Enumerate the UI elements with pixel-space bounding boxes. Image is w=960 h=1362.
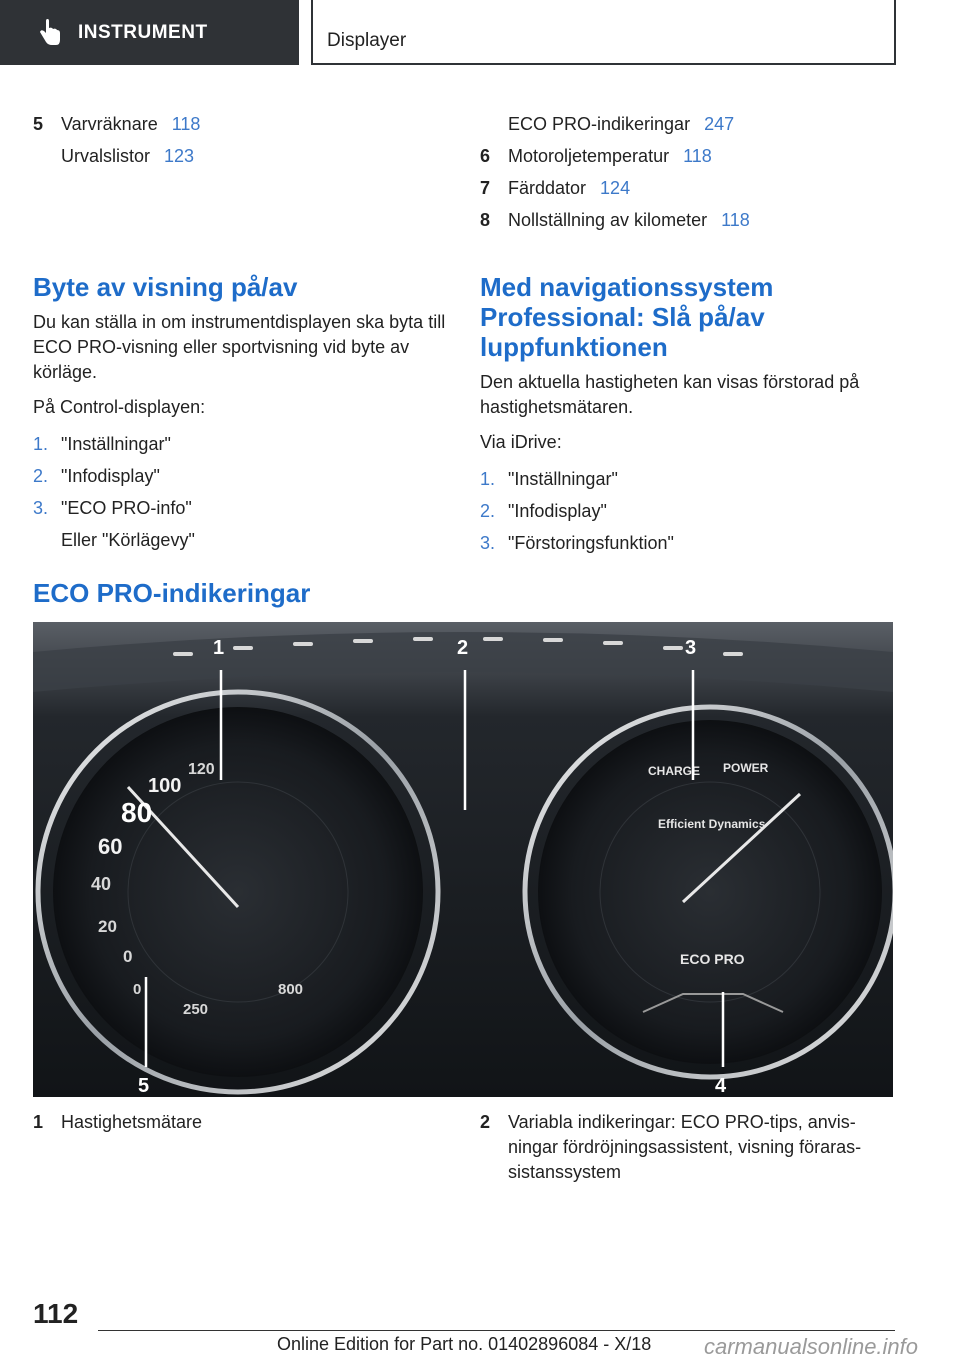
list-item: 3. "ECO PRO-info" bbox=[33, 498, 192, 518]
speed-tick-label: 20 bbox=[98, 917, 117, 936]
charge-label: CHARGE bbox=[648, 764, 701, 778]
section-display-toggle bbox=[33, 272, 451, 560]
list-item: ECO PRO-indikeringar 247 bbox=[508, 114, 735, 134]
list-item: 8 Nollställning av kilometer 118 bbox=[480, 210, 750, 230]
speed-tick-label: 80 bbox=[121, 797, 153, 828]
section-heading: Med navigationssystem Professional: Slå på/av luppfunktionen bbox=[480, 272, 774, 362]
left-top-list bbox=[33, 112, 451, 176]
chapter-tab bbox=[0, 0, 299, 65]
callout-number: 3 bbox=[685, 637, 697, 659]
paragraph: Du kan ställa in om instrumentdisplayen ska byta till ECO PRO-visning eller sportvisning vid byte av körläge. bbox=[33, 312, 446, 382]
right-top-list bbox=[480, 112, 898, 240]
section-label: INSTRUMENT bbox=[78, 21, 208, 43]
list-item: 2. "Infodisplay" bbox=[33, 466, 160, 486]
speed-tick-label: 60 bbox=[98, 834, 123, 859]
list-item: 7 Färddator 124 bbox=[480, 178, 631, 198]
callout-number: 4 bbox=[715, 1075, 727, 1097]
chapter-box bbox=[311, 0, 896, 65]
instrument-cluster-figure bbox=[33, 622, 893, 1097]
rpm-tick-label: 0 bbox=[133, 981, 142, 998]
page-ref-link[interactable]: 247 bbox=[704, 114, 735, 134]
section-heading: ECO PRO-indikeringar bbox=[33, 578, 311, 608]
steps-list bbox=[33, 432, 451, 560]
callout-number: 2 bbox=[457, 637, 469, 659]
speed-tick-label: 40 bbox=[91, 874, 112, 894]
page-ref-link[interactable]: 123 bbox=[164, 146, 195, 166]
page-ref-link[interactable]: 118 bbox=[721, 210, 750, 230]
eco-pro-label: ECO PRO bbox=[680, 951, 745, 967]
page-ref-link[interactable]: 118 bbox=[683, 146, 712, 166]
speed-tick-label: 120 bbox=[188, 761, 215, 778]
speedometer bbox=[38, 692, 438, 1092]
speed-tick-label: 100 bbox=[148, 775, 182, 797]
callout-number: 5 bbox=[138, 1075, 150, 1097]
callout-number: 1 bbox=[213, 637, 225, 659]
page-number: 112 bbox=[33, 1298, 79, 1329]
page-ref-link[interactable]: 118 bbox=[171, 114, 201, 134]
speed-tick-label: 0 bbox=[123, 947, 133, 966]
edition-text: Online Edition for Part no. 01402896084 - X/18 bbox=[277, 1334, 652, 1354]
list-item: Urvalslistor 123 bbox=[61, 146, 195, 166]
hand-pointer-icon bbox=[30, 13, 70, 53]
section-heading: Byte av visning på/av bbox=[33, 272, 298, 302]
rpm-tick-label: 250 bbox=[183, 1001, 209, 1018]
footer-divider bbox=[98, 1330, 895, 1331]
list-item: 3. "Förstoringsfunktion" bbox=[480, 533, 674, 553]
rpm-tick-label: 800 bbox=[278, 981, 304, 998]
paragraph: På Control-displayen: bbox=[33, 397, 206, 417]
section-navigation-zoom bbox=[480, 272, 898, 563]
page-ref-link[interactable]: 124 bbox=[600, 178, 631, 198]
chapter-label: Displayer bbox=[327, 30, 407, 51]
list-item: Eller "Körlägevy" bbox=[61, 530, 195, 550]
list-item: 6 Motoroljetemperatur 118 bbox=[480, 146, 712, 166]
paragraph: Via iDrive: bbox=[480, 432, 562, 452]
steps-list bbox=[480, 467, 898, 563]
section-eco-pro bbox=[33, 578, 451, 608]
list-item: 2. "Infodisplay" bbox=[480, 501, 607, 521]
instrument-cluster-illustration bbox=[33, 622, 893, 1097]
list-item: 5 Varvräknare 118 bbox=[33, 114, 201, 134]
list-item: 1. "Inställningar" bbox=[33, 434, 171, 454]
efficient-dynamics-label: Efficient Dynamics bbox=[658, 817, 766, 831]
watermark: carmanualsonline.info bbox=[704, 1334, 919, 1359]
paragraph: Den aktuella hastigheten kan visas förstorad på hastighetsmätaren. bbox=[480, 372, 860, 417]
power-label: POWER bbox=[723, 761, 769, 775]
list-item: 1. "Inställningar" bbox=[480, 469, 618, 489]
